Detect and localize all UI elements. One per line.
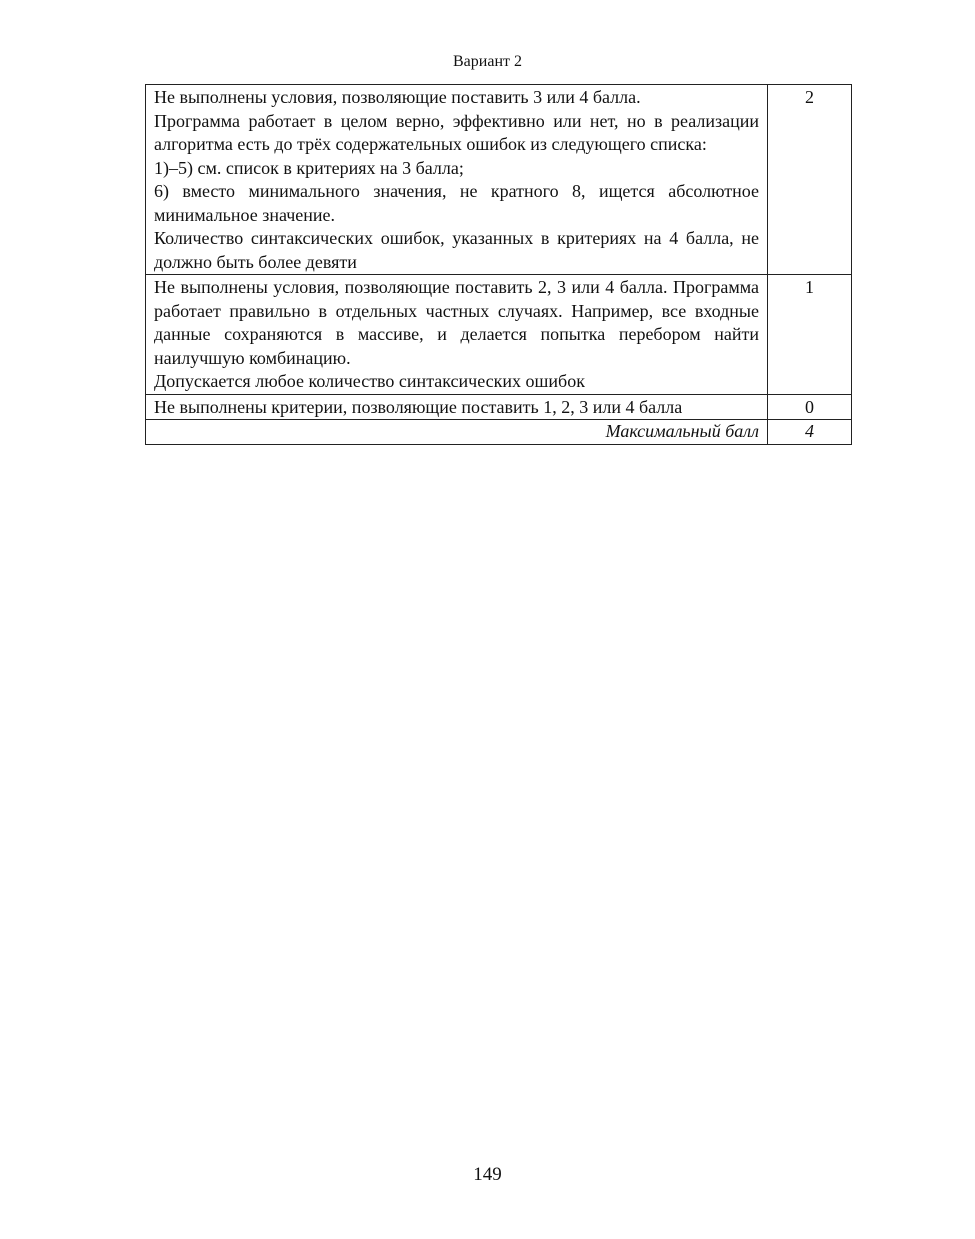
total-row (146, 420, 852, 445)
criteria-paragraph: Не выполнены критерии, позволяющие поставить 1, 2, 3 или 4 балла (154, 396, 683, 417)
criteria-row (146, 85, 852, 275)
criteria-description (146, 394, 768, 420)
criteria-paragraph: Не выполнены условия, позволяющие поставить 2, 3 или 4 балла. Программа работает правильно в отдельных частных случаях. Например, все входные данные сохраняются в массиве, и делается попытка перебором найти наилучшую комбинацию. (154, 277, 759, 368)
criteria-paragraph: Программа работает в целом верно, эффективно или нет, но в реализации алгоритма есть до трёх содержательных ошибок из следующего списка: (154, 110, 759, 154)
criteria-paragraph: 6) вместо минимального значения, не кратного 8, ищется абсолютное минимальное значение. (154, 181, 759, 225)
criteria-description (146, 275, 768, 395)
criteria-paragraph: 1)–5) см. список в критериях на 3 балла; (154, 157, 464, 178)
total-label: Максимальный балл (146, 420, 768, 445)
criteria-score: 2 (768, 85, 852, 275)
criteria-description (146, 85, 768, 275)
total-score: 4 (768, 420, 852, 445)
page-header: Вариант 2 (453, 53, 522, 70)
criteria-paragraph: Количество синтаксических ошибок, указанных в критериях на 4 балла, не должно быть более девяти (154, 228, 759, 272)
criteria-row (146, 275, 852, 395)
criteria-table (145, 84, 852, 445)
criteria-paragraph: Не выполнены условия, позволяющие поставить 3 или 4 балла. (154, 87, 641, 107)
criteria-score: 0 (768, 394, 852, 420)
criteria-row (146, 394, 852, 420)
criteria-paragraph: Допускается любое количество синтаксических ошибок (154, 371, 585, 391)
criteria-score: 1 (768, 275, 852, 395)
page-number: 149 (473, 1164, 502, 1185)
